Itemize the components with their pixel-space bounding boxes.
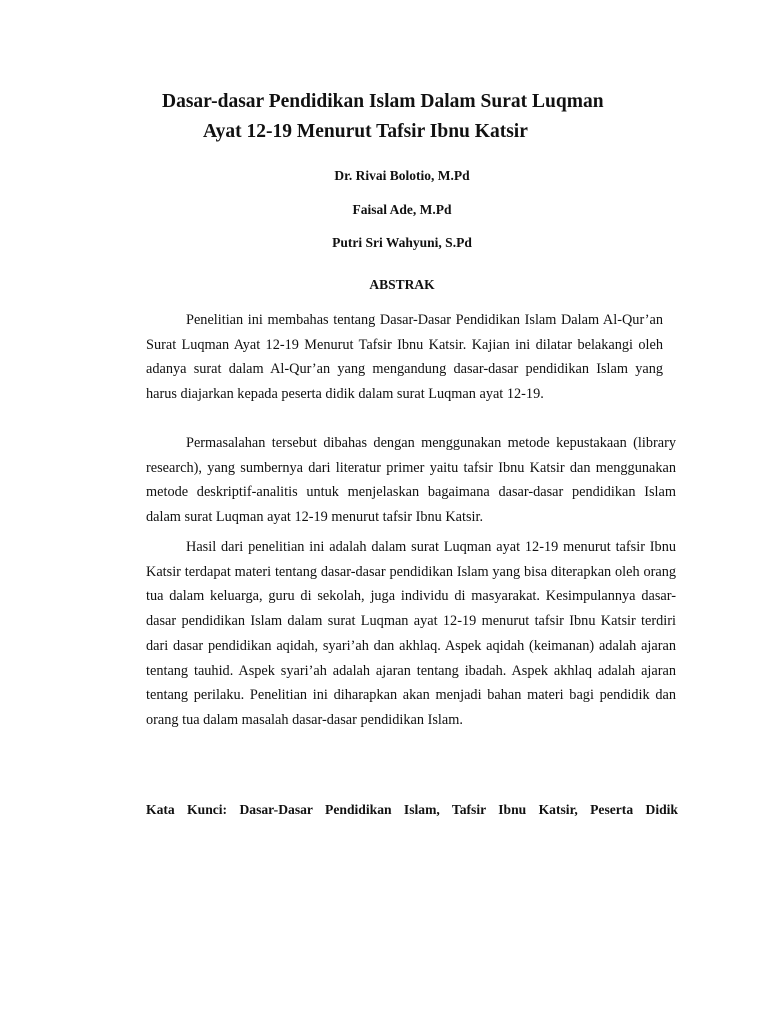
- abstract-paragraph-2: Permasalahan tersebut dibahas dengan menggunakan metode kepustakaan (library research), yang sumbernya dari literatur primer yaitu tafsir Ibnu Katsir dan menggunakan metode deskriptif-analitis untuk menjelaskan bagaimana dasar-dasar pendidikan Islam dalam surat Luqman ayat 12-19 menurut tafsir Ibnu Katsir.: [146, 435, 676, 526]
- abstract-paragraph-3: Hasil dari penelitian ini adalah dalam surat Luqman ayat 12-19 menurut tafsir Ibnu Katsir terdapat materi tentang dasar-dasar pendidikan Islam yang bisa diterapkan oleh orang tua dalam keluarga, guru di sekolah, juga individu di masyarakat. Kesimpulannya dasar-dasar pendidikan Islam dalam surat Luqman ayat 12-19 menurut tafsir Ibnu Katsir terdiri dari dasar pendidikan aqidah, syari’ah dan akhlaq. Aspek aqidah (keimanan) adalah ajaran tentang tauhid. Aspek syari’ah adalah ajaran tentang ibadah. Aspek akhlaq adalah ajaran tentang perilaku. Penelitian ini diharapkan akan menjadi bahan materi bagi pendidik dan orang tua dalam masalah dasar-dasar pendidikan Islam.: [146, 539, 676, 728]
- author-3: Putri Sri Wahyuni, S.Pd: [332, 235, 472, 250]
- author-1: Dr. Rivai Bolotio, M.Pd: [334, 168, 470, 183]
- keywords: Kata Kunci: Dasar-Dasar Pendidikan Islam, Tafsir Ibnu Katsir, Peserta Didik: [146, 802, 678, 817]
- abstract-heading: ABSTRAK: [369, 277, 435, 292]
- abstract-paragraph-1-block: [146, 308, 663, 407]
- abstract-paragraph-3-block: [146, 535, 676, 733]
- abstract-paragraph-2-block: [146, 431, 676, 530]
- paper-title-line-2: Ayat 12-19 Menurut Tafsir Ibnu Katsir: [203, 121, 528, 142]
- author-2: Faisal Ade, M.Pd: [352, 202, 452, 217]
- abstract-paragraph-1: Penelitian ini membahas tentang Dasar-Dasar Pendidikan Islam Dalam Al-Qur’an Surat Luqman Ayat 12-19 Menurut Tafsir Ibnu Katsir. Kajian ini dilatar belakangi oleh adanya surat dalam Al-Qur’an yang mengandung dasar-dasar pendidikan Islam yang harus diajarkan kepada peserta didik dalam surat Luqman ayat 12-19.: [146, 312, 663, 403]
- paper-title-line-1: Dasar-dasar Pendidikan Islam Dalam Surat Luqman: [162, 91, 604, 112]
